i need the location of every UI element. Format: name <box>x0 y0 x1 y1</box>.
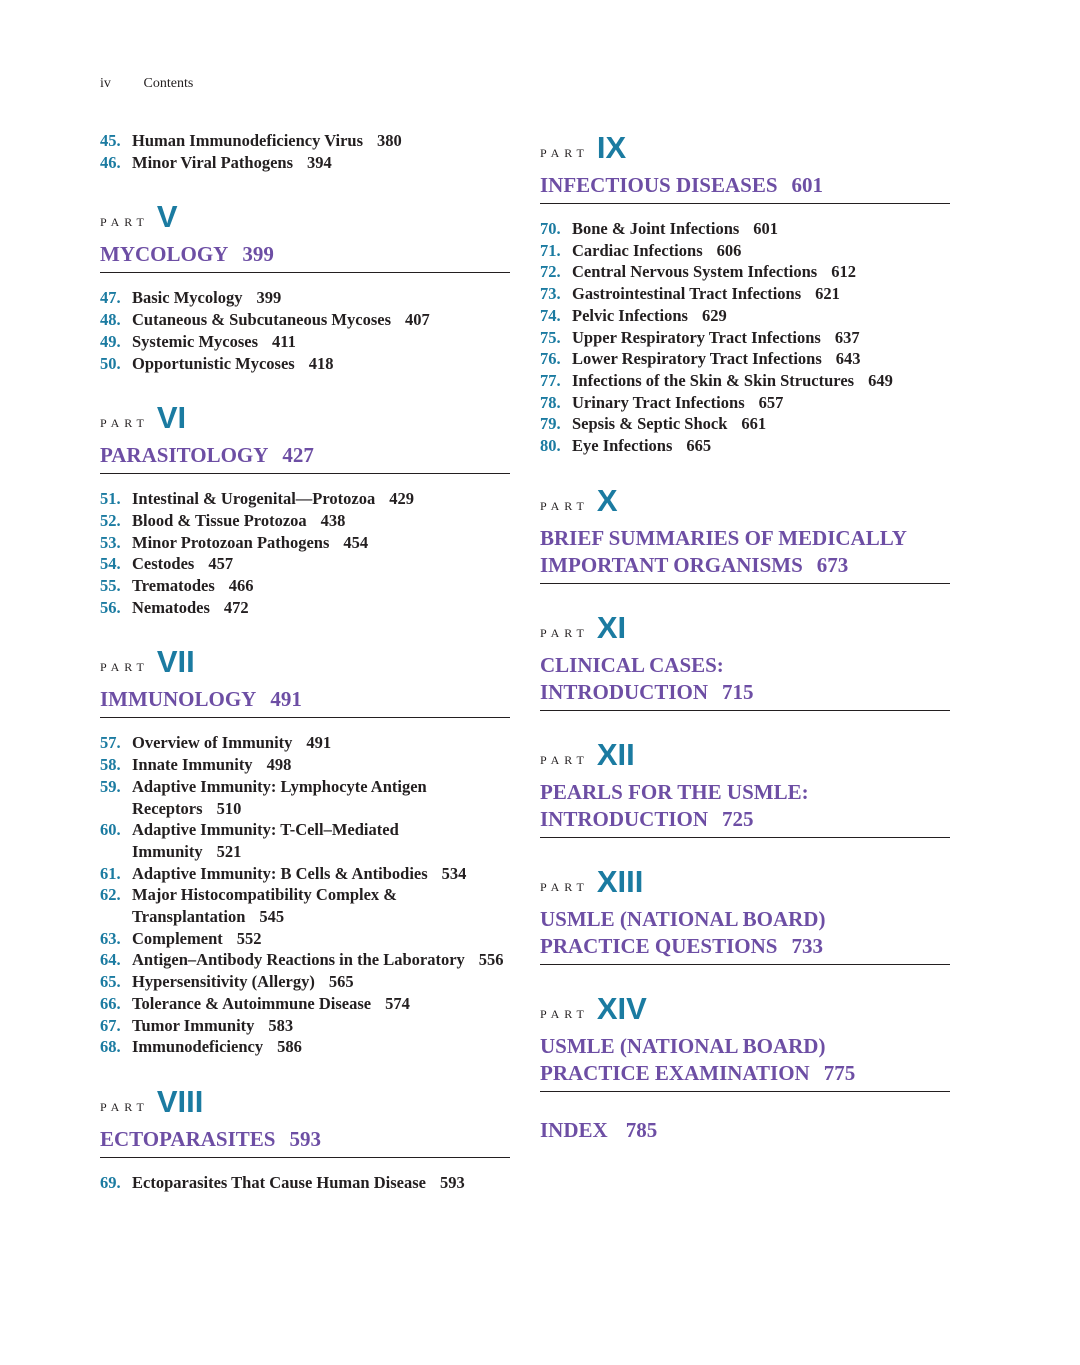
toc-entry[interactable] <box>100 863 510 885</box>
chapter-title: Upper Respiratory Tract Infections <box>572 327 821 347</box>
toc-entry[interactable] <box>540 327 950 349</box>
part-title[interactable] <box>540 906 950 965</box>
part-numeral: XII <box>596 736 635 772</box>
chapter-number: 64. <box>100 950 121 970</box>
part-page: 399 <box>242 242 274 267</box>
toc-entry[interactable] <box>540 413 950 435</box>
toc-entry[interactable] <box>540 305 950 327</box>
part-word: PART <box>540 498 589 513</box>
toc-entry[interactable] <box>100 331 510 353</box>
part-title[interactable] <box>100 241 510 273</box>
part-page: 775 <box>823 1060 856 1085</box>
chapter-page: 657 <box>758 392 784 412</box>
chapter-number: 73. <box>540 284 561 304</box>
chapter-title-wrap <box>572 327 950 349</box>
chapter-page: 466 <box>228 576 254 596</box>
chapter-title-wrap <box>572 392 950 414</box>
toc-entry[interactable] <box>100 993 510 1015</box>
chapter-page: 454 <box>343 532 369 552</box>
part-title[interactable] <box>540 172 950 204</box>
chapter-title: Tolerance & Autoimmune Disease <box>132 993 372 1013</box>
chapter-number: 48. <box>100 310 121 330</box>
chapter-title: Overview of Immunity <box>132 733 293 753</box>
chapter-number: 63. <box>100 928 121 948</box>
part-title-text: IMPORTANT ORGANISMS <box>540 552 803 577</box>
chapter-title: Adaptive Immunity: Lymphocyte Antigen Receptors <box>132 776 427 818</box>
chapter-page: 411 <box>272 331 296 351</box>
toc-entry[interactable] <box>540 240 950 262</box>
chapter-title-wrap <box>572 218 950 240</box>
toc-entry[interactable] <box>100 971 510 993</box>
chapter-page: 637 <box>834 327 860 347</box>
part-page: 725 <box>722 806 754 831</box>
chapter-page: 601 <box>753 219 779 238</box>
chapter-title-wrap <box>572 413 950 435</box>
chapter-title-wrap <box>132 1172 510 1194</box>
chapter-page: 429 <box>389 489 414 509</box>
part-title-text: IMMUNOLOGY <box>100 687 257 712</box>
part-title-text: PEARLS FOR THE USMLE: <box>540 779 809 804</box>
chapter-page: 521 <box>216 841 242 861</box>
part-label <box>540 610 950 644</box>
part-page: 593 <box>289 1126 321 1151</box>
chapter-page: 545 <box>259 907 285 927</box>
part-title-text: MYCOLOGY <box>100 242 229 267</box>
chapter-number: 62. <box>100 885 121 905</box>
chapter-number: 56. <box>100 597 121 617</box>
part-word: PART <box>540 146 589 160</box>
part-numeral: VIII <box>156 1083 204 1119</box>
chapter-title-wrap <box>132 754 510 776</box>
part-title[interactable] <box>540 779 950 838</box>
chapter-title: Minor Viral Pathogens <box>132 152 294 172</box>
chapter-page: 621 <box>815 284 840 304</box>
part-title-line <box>540 1060 950 1087</box>
chapter-number: 52. <box>100 510 121 530</box>
chapter-number: 57. <box>100 733 121 753</box>
chapter-title: Adaptive Immunity: B Cells & Antibodies <box>132 863 428 883</box>
toc-entry[interactable] <box>100 287 510 309</box>
toc-entry[interactable] <box>100 776 510 819</box>
chapter-title-wrap <box>132 884 510 927</box>
chapter-title: Infections of the Skin & Skin Structures <box>572 370 855 390</box>
chapter-title-wrap <box>572 370 950 392</box>
chapter-page: 574 <box>385 993 410 1013</box>
toc-entry[interactable] <box>540 218 950 240</box>
chapter-page: 565 <box>328 972 354 992</box>
toc-entry[interactable] <box>100 510 510 532</box>
chapter-title-wrap <box>132 532 510 554</box>
chapter-number: 65. <box>100 972 121 992</box>
chapter-title: Immunodeficiency <box>132 1037 264 1057</box>
part-numeral: IX <box>596 130 627 165</box>
chapter-title-wrap <box>572 240 950 262</box>
chapter-page: 552 <box>236 928 262 948</box>
chapter-number: 59. <box>100 776 121 796</box>
chapter-title-wrap <box>132 949 510 971</box>
part-title-text: ECTOPARASITES <box>100 1126 276 1151</box>
part-label <box>540 737 950 771</box>
part-section <box>540 864 950 965</box>
part-word: PART <box>100 1099 149 1114</box>
toc-entry[interactable] <box>100 1015 510 1037</box>
part-title[interactable] <box>100 686 510 718</box>
part-label <box>540 864 950 898</box>
toc-entry[interactable] <box>100 488 510 510</box>
part-label <box>100 644 510 678</box>
part-title-text: BRIEF SUMMARIES OF MEDICALLY <box>540 525 907 550</box>
chapter-number: 68. <box>100 1037 121 1057</box>
chapter-page: 438 <box>320 510 346 530</box>
chapter-title-wrap <box>132 353 510 375</box>
index-page: 785 <box>625 1117 658 1142</box>
chapter-title: Central Nervous System Infections <box>572 262 818 282</box>
toc-entry[interactable] <box>100 597 510 619</box>
chapter-page: 472 <box>223 597 249 617</box>
chapter-number: 70. <box>540 219 561 238</box>
chapter-number: 53. <box>100 532 121 552</box>
chapter-page: 643 <box>835 349 861 369</box>
part-numeral: XIV <box>596 990 647 1026</box>
chapter-title: Cestodes <box>132 554 195 574</box>
part-numeral: XIII <box>596 863 644 899</box>
left-column <box>100 130 510 1194</box>
part-page: 427 <box>282 443 314 468</box>
toc-entry[interactable] <box>100 532 510 554</box>
part-section <box>540 483 950 584</box>
chapter-page: 418 <box>308 353 334 373</box>
chapter-number: 74. <box>540 305 561 325</box>
chapter-title-wrap <box>132 553 510 575</box>
chapter-title: Complement <box>132 928 223 948</box>
part-numeral: V <box>156 199 178 235</box>
chapter-page: 457 <box>208 554 234 574</box>
toc-entry[interactable] <box>100 949 510 971</box>
chapter-title: Cutaneous & Subcutaneous Mycoses <box>132 310 391 330</box>
toc-entry[interactable] <box>100 884 510 927</box>
toc-entry[interactable] <box>540 435 950 457</box>
chapter-title-wrap <box>132 863 510 885</box>
chapter-number: 51. <box>100 489 121 509</box>
chapter-title: Blood & Tissue Protozoa <box>132 510 307 530</box>
chapter-title: Gastrointestinal Tract Infections <box>572 284 802 304</box>
part-word: PART <box>100 215 149 230</box>
part-title-line <box>540 1033 950 1060</box>
chapter-title: Adaptive Immunity: T-Cell–Mediated Immunity <box>132 820 399 861</box>
part-numeral: VII <box>156 644 195 680</box>
chapter-title: Major Histocompatibility Complex & Transplantation <box>132 885 398 927</box>
toc-entry[interactable] <box>100 575 510 597</box>
chapter-page: 593 <box>439 1172 465 1192</box>
part-title[interactable] <box>100 1126 510 1158</box>
chapter-title: Nematodes <box>132 597 210 617</box>
toc-entry[interactable] <box>100 309 510 331</box>
part-title-text: CLINICAL CASES: <box>540 652 724 677</box>
index-title: INDEX <box>540 1117 608 1142</box>
chapter-number: 76. <box>540 349 561 369</box>
chapter-title: Systemic Mycoses <box>132 331 259 351</box>
chapter-title-wrap <box>132 488 510 510</box>
chapter-title-wrap <box>132 776 510 819</box>
chapter-number: 47. <box>100 288 121 308</box>
part-title-line <box>540 552 950 579</box>
part-section <box>100 199 510 374</box>
part-title-text: USMLE (NATIONAL BOARD) <box>540 906 826 931</box>
part-word: PART <box>100 660 149 675</box>
chapter-number: 50. <box>100 353 121 373</box>
chapter-title: Antigen–Antibody Reactions in the Laboratory <box>132 950 465 970</box>
index-entry[interactable] <box>540 1118 950 1143</box>
chapter-title-wrap <box>132 993 510 1015</box>
chapter-page: 394 <box>307 152 332 172</box>
part-section <box>100 400 510 618</box>
chapter-page: 665 <box>686 436 712 456</box>
part-page: 673 <box>816 552 849 577</box>
chapter-title-wrap <box>132 732 510 754</box>
chapter-title-wrap <box>132 971 510 993</box>
toc-entry[interactable] <box>540 261 950 283</box>
chapter-number: 78. <box>540 392 561 412</box>
part-section <box>540 610 950 711</box>
part-title-line <box>540 933 950 960</box>
chapter-title: Minor Protozoan Pathogens <box>132 532 330 552</box>
part-label <box>540 483 950 517</box>
chapter-number: 80. <box>540 436 561 456</box>
chapter-title: Ectoparasites That Cause Human Disease <box>132 1172 426 1192</box>
chapter-title: Lower Respiratory Tract Infections <box>572 349 822 369</box>
chapter-title-wrap <box>132 309 510 331</box>
part-title-text: INTRODUCTION <box>540 679 709 704</box>
running-head <box>100 76 193 92</box>
part-word: PART <box>540 879 589 894</box>
chapter-number: 67. <box>100 1015 121 1035</box>
chapter-page: 612 <box>831 262 856 282</box>
toc-entry[interactable] <box>100 754 510 776</box>
chapter-title-wrap <box>132 510 510 532</box>
chapter-page: 380 <box>377 131 402 150</box>
part-word: PART <box>100 416 149 431</box>
chapter-number: 54. <box>100 554 121 574</box>
chapter-title-wrap <box>132 1015 510 1037</box>
part-title-line <box>540 779 950 806</box>
chapter-number: 75. <box>540 327 561 347</box>
chapter-page: 407 <box>405 310 430 330</box>
chapter-title-wrap <box>572 348 950 370</box>
part-label <box>100 199 510 233</box>
chapter-page: 586 <box>277 1037 302 1057</box>
toc-entry[interactable] <box>540 348 950 370</box>
part-title-line <box>540 172 950 199</box>
right-column <box>540 130 950 1143</box>
part-title-line <box>540 679 950 706</box>
chapter-number: 72. <box>540 262 561 282</box>
part-title-line <box>540 652 950 679</box>
chapter-number: 79. <box>540 414 561 434</box>
chapter-number: 49. <box>100 331 121 351</box>
chapter-page: 510 <box>216 798 242 818</box>
chapter-title: Intestinal & Urogenital—Protozoa <box>132 489 376 509</box>
chapter-number: 61. <box>100 863 121 883</box>
chapter-number: 55. <box>100 576 121 596</box>
chapter-title-wrap <box>572 305 950 327</box>
chapter-title: Opportunistic Mycoses <box>132 353 295 373</box>
toc-entry[interactable] <box>100 152 510 174</box>
part-page: 715 <box>722 679 754 704</box>
part-title[interactable] <box>100 442 510 474</box>
toc-entry[interactable] <box>540 370 950 392</box>
chapter-page: 629 <box>701 305 727 325</box>
part-word: PART <box>540 1006 589 1021</box>
chapter-title: Bone & Joint Infections <box>572 219 740 238</box>
chapter-title: Tumor Immunity <box>132 1015 255 1035</box>
toc-entry[interactable] <box>100 819 510 862</box>
part-title-line <box>540 806 950 833</box>
toc-entry[interactable] <box>100 1172 510 1194</box>
chapter-title: Pelvic Infections <box>572 305 688 325</box>
part-section <box>540 737 950 838</box>
chapter-title-wrap <box>572 283 950 305</box>
chapter-title: Sepsis & Septic Shock <box>572 414 728 434</box>
toc-entry[interactable] <box>100 732 510 754</box>
chapter-number: 71. <box>540 240 561 260</box>
chapter-title-wrap <box>132 130 510 152</box>
part-section <box>540 130 950 457</box>
chapter-title: Human Immunodeficiency Virus <box>132 131 364 150</box>
toc-entry[interactable] <box>100 553 510 575</box>
chapter-title-wrap <box>132 819 510 862</box>
chapter-title-wrap <box>132 1036 510 1058</box>
part-numeral: VI <box>156 400 187 436</box>
chapter-title-wrap <box>572 261 950 283</box>
part-numeral: XI <box>596 609 627 645</box>
part-title-text: PRACTICE EXAMINATION <box>540 1060 810 1085</box>
part-section <box>100 1084 510 1194</box>
chapter-title: Basic Mycology <box>132 288 243 308</box>
running-head-title: Contents <box>143 76 194 91</box>
part-page: 733 <box>791 933 823 958</box>
chapter-page: 661 <box>741 414 767 434</box>
chapter-page: 556 <box>478 950 504 970</box>
chapter-number: 66. <box>100 993 121 1013</box>
chapter-title: Eye Infections <box>572 436 673 456</box>
chapter-number: 77. <box>540 370 561 390</box>
chapter-page: 606 <box>716 240 742 260</box>
chapter-page: 399 <box>256 288 282 308</box>
chapter-title: Hypersensitivity (Allergy) <box>132 972 315 992</box>
chapter-page: 498 <box>266 755 292 775</box>
part-label <box>100 1084 510 1118</box>
part-label <box>540 130 950 164</box>
part-word: PART <box>540 752 589 767</box>
part-numeral: X <box>596 482 618 518</box>
chapter-page: 649 <box>868 370 893 390</box>
chapter-title: Innate Immunity <box>132 755 253 775</box>
part-title-line <box>540 906 950 933</box>
toc-entry[interactable] <box>100 130 510 152</box>
chapter-page: 583 <box>268 1015 294 1035</box>
part-page: 601 <box>791 173 824 197</box>
chapter-title-wrap <box>132 331 510 353</box>
part-label <box>540 991 950 1025</box>
part-section <box>100 644 510 1058</box>
part-title[interactable] <box>540 652 950 711</box>
part-title-text: INTRODUCTION <box>540 806 709 831</box>
chapter-page: 491 <box>306 733 332 753</box>
chapter-title-wrap <box>132 928 510 950</box>
chapter-title-wrap <box>572 435 950 457</box>
part-word: PART <box>540 625 589 640</box>
chapter-number: 45. <box>100 131 121 150</box>
chapter-title-wrap <box>132 152 510 174</box>
toc-entry[interactable] <box>100 353 510 375</box>
chapter-title-wrap <box>132 575 510 597</box>
toc-entry[interactable] <box>100 1036 510 1058</box>
chapter-title-wrap <box>132 287 510 309</box>
toc-entry[interactable] <box>540 283 950 305</box>
chapter-number: 60. <box>100 820 121 840</box>
chapter-number: 46. <box>100 152 121 172</box>
part-section <box>540 991 950 1092</box>
part-title[interactable] <box>540 1033 950 1092</box>
chapter-title: Trematodes <box>132 576 215 596</box>
part-title-line <box>540 525 950 552</box>
part-title[interactable] <box>540 525 950 584</box>
part-page: 491 <box>270 687 302 712</box>
part-title-text: PARASITOLOGY <box>100 443 269 468</box>
part-title-text: INFECTIOUS DISEASES <box>540 173 778 197</box>
part-label <box>100 400 510 434</box>
chapter-number: 58. <box>100 755 121 775</box>
chapter-page: 534 <box>441 863 467 883</box>
chapter-title-wrap <box>132 597 510 619</box>
part-title-text: PRACTICE QUESTIONS <box>540 933 778 958</box>
page-number: iv <box>100 76 111 91</box>
chapter-title: Urinary Tract Infections <box>572 392 745 412</box>
chapter-number: 69. <box>100 1172 121 1192</box>
part-title-text: USMLE (NATIONAL BOARD) <box>540 1033 826 1058</box>
chapter-title: Cardiac Infections <box>572 240 703 260</box>
toc-entry[interactable] <box>540 392 950 414</box>
toc-entry[interactable] <box>100 928 510 950</box>
